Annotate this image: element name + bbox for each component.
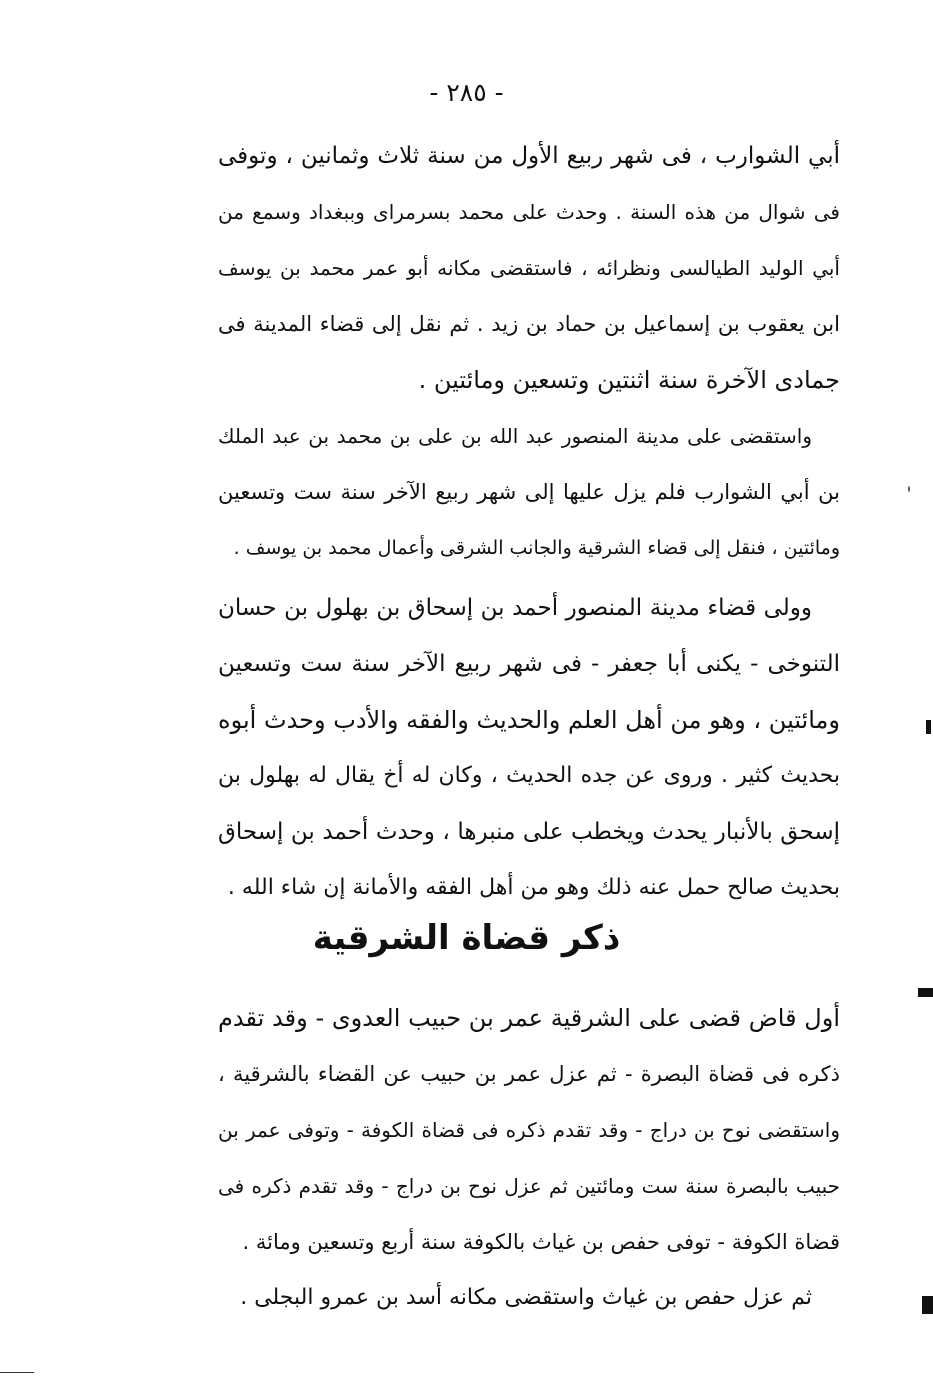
text-line: إسحق بالأنبار يحدث ويخطب على منبرها ، وحدث أحمد بن إسحاق — [218, 819, 840, 845]
text-line: قضاة الكوفة - توفى حفص بن غياث بالكوفة سنة أربع وتسعين ومائة . — [242, 1230, 840, 1254]
paragraph-5 — [218, 1270, 840, 1326]
scan-speck — [908, 486, 910, 492]
text-line: ومائتين ، وهو من أهل العلم والحديث والفقه والأدب وحدث أبوه — [218, 706, 840, 734]
section-heading: ذكر قضاة الشرقية — [312, 918, 621, 958]
scan-edge-mark — [926, 720, 931, 734]
text-line: بن أبي الشوارب فلم يزل عليها إلى شهر ربيع الآخر سنة ست وتسعين — [218, 480, 840, 504]
text-line: بحديث كثير . وروى عن جده الحديث ، وكان له أخ يقال له بهلول بن — [218, 763, 840, 788]
paragraph-4 — [218, 990, 840, 1270]
text-line: ثم عزل حفص بن غياث واستقضى مكانه أسد بن عمرو البجلى . — [240, 1285, 812, 1310]
text-line: أبي الوليد الطيالسى ونظرائه ، فاستقضى مكانه أبو عمر محمد بن يوسف — [218, 256, 840, 280]
text-line: ذكره فى قضاة البصرة - ثم عزل عمر بن حبيب عن القضاء بالشرقية ، — [218, 1062, 840, 1086]
text-line: ومائتين ، فنقل إلى قضاء الشرقية والجانب الشرقى وأعمال محمد بن يوسف . — [233, 537, 840, 559]
text-line: جمادى الآخرة سنة اثنتين وتسعين ومائتين . — [418, 366, 840, 394]
text-line: التنوخى - يكنى أبا جعفر - فى شهر ربيع الآخر سنة ست وتسعين — [218, 651, 840, 677]
paragraph-1 — [218, 128, 840, 408]
text-line: وولى قضاء مدينة المنصور أحمد بن إسحاق بن بهلول بن حسان — [218, 595, 812, 621]
page-number: - ٢٨٥ - — [429, 78, 504, 107]
scan-edge-line — [0, 1372, 34, 1373]
scan-edge-mark — [922, 1296, 933, 1314]
text-line: أول قاض قضى على الشرقية عمر بن حبيب العدوى - وقد تقدم — [218, 1004, 840, 1032]
paragraph-3 — [218, 580, 840, 916]
text-line: واستقضى على مدينة المنصور عبد الله بن على بن محمد بن عبد الملك — [218, 424, 812, 448]
paragraph-2 — [218, 408, 840, 576]
text-line: حبيب بالبصرة سنة ست ومائتين ثم عزل نوح بن دراج - وقد تقدم ذكره فى — [218, 1174, 840, 1198]
text-line: أبي الشوارب ، فى شهر ربيع الأول من سنة ثلاث وثمانين ، وتوفى — [218, 143, 840, 169]
text-line: ابن يعقوب بن إسماعيل بن حماد بن زيد . ثم نقل إلى قضاء المدينة فى — [218, 312, 840, 336]
scan-edge-mark — [918, 988, 933, 997]
text-line: فى شوال من هذه السنة . وحدث على محمد بسرمراى وببغداد وسمع من — [218, 200, 840, 224]
text-line: واستقضى نوح بن دراج - وقد تقدم ذكره فى قضاة الكوفة - وتوفى عمر بن — [218, 1118, 840, 1142]
text-line: بحديث صالح حمل عنه ذلك وهو من أهل الفقه والأمانة إن شاء الله . — [227, 875, 840, 900]
